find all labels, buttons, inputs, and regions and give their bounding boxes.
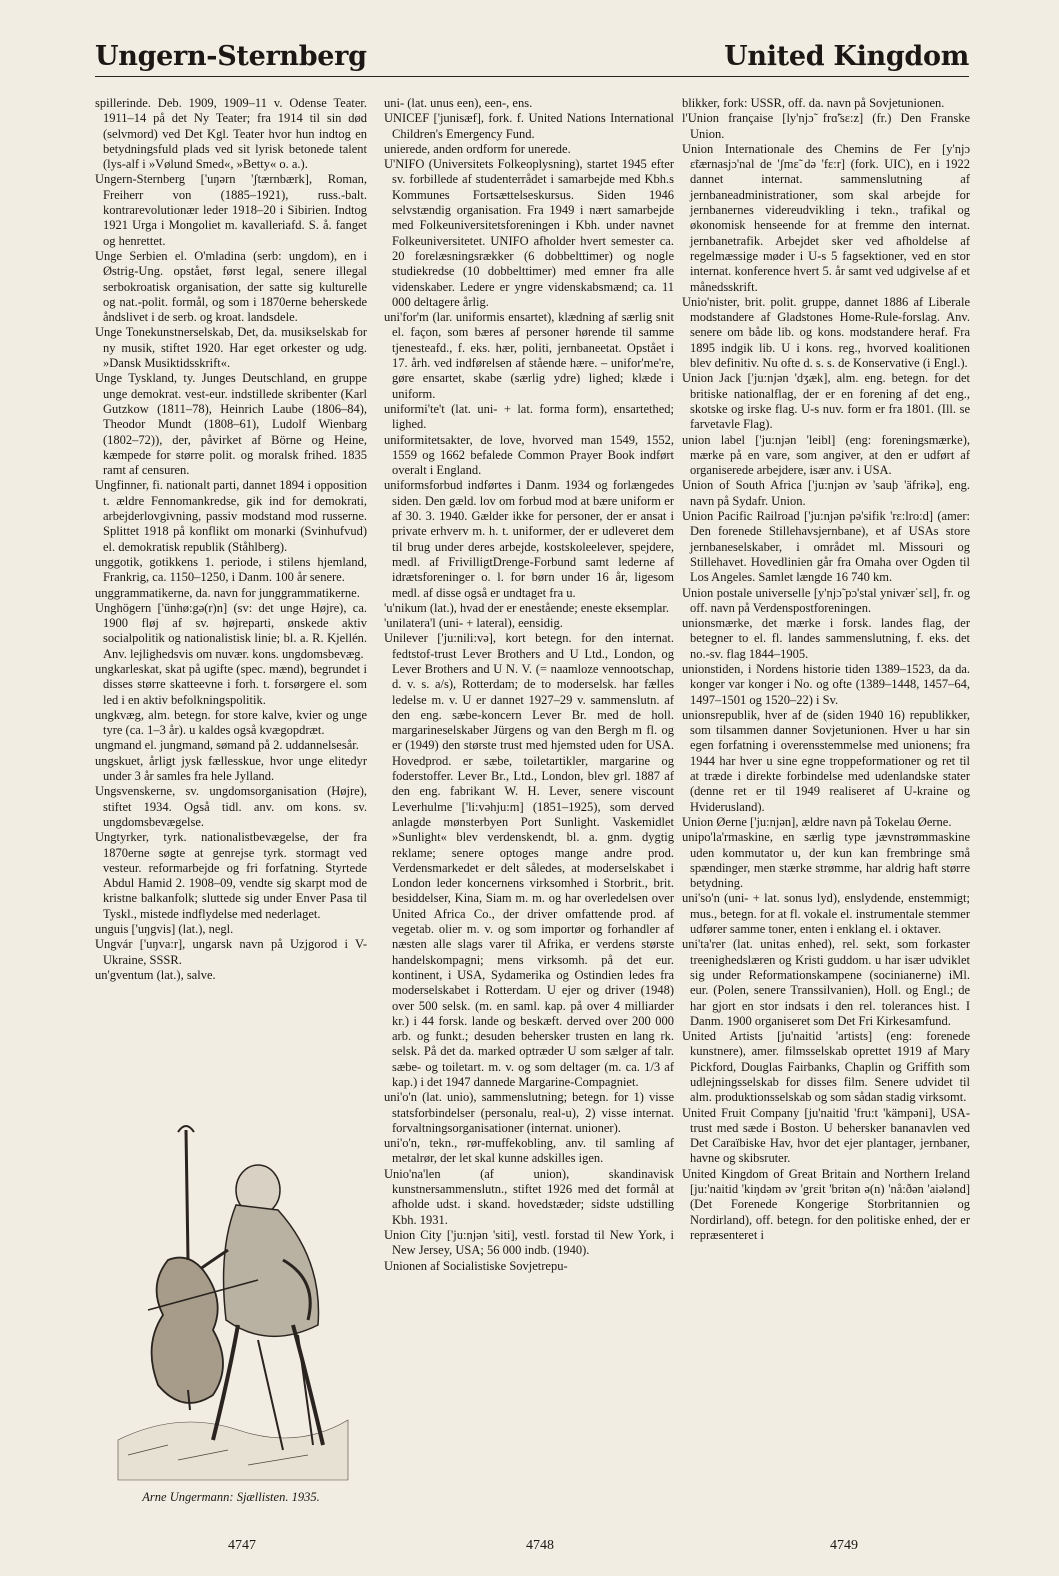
entry: unierede, anden ordform for unerede. bbox=[384, 141, 571, 156]
entry: blikker, fork: USSR, off. da. navn på Sovjetunionen. bbox=[682, 96, 945, 110]
entry: Unionen af Socialistiske Sovjetrepu- bbox=[384, 1258, 568, 1273]
entry: U'NIFO (Universitets Folkeoplysning), startet 1945 efter sv. forbillede af studenterrådet i samarbejde med Kbh.s Kommunes Fortsættelseskursus. Siden 1946 selvstændig organisation. Fra 1949 i nært samarbejde med Folkeuniversitetsforeningen i Kbh. under navnet Folkeuniversitetet. UNIFO afholder hvert semester ca. 20 forelæsningsrækker (6 dobbelttimer) og nogle studiekredse (10 dobbelttimer) med emner fra alle videnskaber. Ledere er yngre videnskabsmænd; ca. 11 000 deltagere årlig. bbox=[384, 157, 674, 309]
entry: uni'o'n (lat. unio), sammenslutning; betegn. for 1) visse statsforbindelser (personalu, real-u), 2) visse internat. forvaltningsorganisationer (internat. unioner). bbox=[384, 1090, 674, 1135]
left-running-head: Ungern-Sternberg bbox=[95, 41, 367, 72]
entry: Unghögern ['ünhø:gə(r)n] (sv: det unge Højre), ca. 1900 fløj af sv. højreparti, ønskede aktiv socialpolitik og nationalistisk linie; bl. a. R. Kjellén. Anv. lejlighedsvis om nuvær. kons. ungdomsbevæg. bbox=[95, 600, 367, 661]
entry: Union Øerne ['ju:njən], ældre navn på Tokelau Øerne. bbox=[682, 814, 952, 829]
page-number-middle: 4748 bbox=[526, 1538, 554, 1553]
entry: union label ['ju:njən 'leibl] (eng: foreningsmærke), mærke på en vare, som angiver, at den er udført af organiserede arbejdere, især anv. i USA. bbox=[682, 432, 970, 478]
entry: uni'o'n, tekn., rør-muffekobling, anv. til samling af metalrør, der let skal kunne adskilles igen. bbox=[384, 1136, 674, 1166]
cellist-illustration bbox=[108, 1110, 358, 1488]
entry: unggrammatikerne, da. navn for junggrammatikerne. bbox=[95, 585, 360, 600]
entry: ungmand el. jungmand, sømand på 2. uddannelsesår. bbox=[95, 738, 359, 753]
entry: ungkarleskat, skat på ugifte (spec. mænd), begrundet i disses større skatteevne i forh. t. forsørgere el. som led i en aktiv befolkningspolitik. bbox=[95, 661, 367, 707]
entry: 'unilatera'l (uni- + lateral), eensidig. bbox=[384, 616, 563, 631]
column-2 bbox=[384, 96, 674, 1516]
entry: uni'so'n (uni- + lat. sonus lyd), enslydende, enstemmigt; mus., betegn. for at fl. vokale el. instrumentale stemmer udfører samme toner, enten i enklang el. i oktaver. bbox=[682, 891, 970, 937]
entry: Union City ['ju:njən 'siti], vestl. forstad til New York, i New Jersey, USA; 56 000 indb. (1940). bbox=[384, 1227, 674, 1258]
entry: ungkvæg, alm. betegn. for store kalve, kvier og unge tyre (ca. 1–3 år). u kaldes også kvægopdræt. bbox=[95, 707, 367, 738]
entry: UNICEF ['junisæf], fork. f. United Nations International Children's Emergency Fund. bbox=[384, 111, 674, 141]
entry: un'gventum (lat.), salve. bbox=[95, 967, 216, 982]
entry: spillerinde. Deb. 1909, 1909–11 v. Odense Teater. 1911–14 på det Ny Teater; fra 1914 til sin død (selvmord) ved Det Kgl. Teater hvor hun indtog en betydningsfuld plads ved sit lyrisk betonede talent (lys-alf i »Vølund Smed«, »Betty« o. a.). bbox=[95, 96, 367, 172]
entry: Union Internationale des Chemins de Fer [y'njɔ̃ ɛ̃tærnasjɔ'nal de 'ʃmɛ̃ də 'fɛ:r] (fork. UIC), en i 1922 dannet internat. sammenslutning af jernbaneadministrationer, som skal arbejde for jernbanernes videreudvikling i tekn., trafikal og økonomisk henseende for at fremme den internat. jernbanetrafik. Arbejdet sker ved afholdelse af regelmæssige møder i U-s 5 fagsektioner, ved en stor internat. konference hvert 5. år samt ved udgivelse af et månedsskrift. bbox=[682, 141, 970, 294]
entry: uni'for'm (lar. uniformis ensartet), klædning af særlig snit el. façon, som bæres af personer hørende til samme tjenesteafd., f. eks. hær, politi, jernbaneetat. Opstået i 17. årh. ved indførelsen af stående hære. – unifor'me're, gøre ensartet, skabe (særlig ydre) lighed; klæde i uniform. bbox=[384, 310, 674, 401]
entry: unipo'la'rmaskine, en særlig type jævnstrømmaskine uden kommutator u, der kun kan frembringe små spændinger, men stærke strømme, har aldrig haft større betydning. bbox=[682, 830, 970, 891]
entry: uni- (lat. unus een), een-, ens. bbox=[384, 96, 533, 110]
entry: ungskuet, årligt jysk fællesskue, hvor unge elitedyr under 3 år samles fra hele Jylland. bbox=[95, 753, 367, 784]
entry: Union postale universelle [y'njɔ̃ pɔ'stal yniværˈsɛl], fr. og off. navn på Verdenspostforeningen. bbox=[682, 585, 970, 615]
entry: uniformi'te't (lat. uni- + lat. forma form), ensartethed; lighed. bbox=[384, 401, 674, 432]
entry: Unge Serbien el. O'mladina (serb: ungdom), en i Østrig-Ung. opstået, først legal, senere illegal serbokroatisk organisation, der satte sig kulturelle og nat.-polit. formål, og som i 1870erne beherskede åndslivet i de serb. og kroat. landsdele. bbox=[95, 248, 367, 325]
right-running-head: United Kingdom bbox=[724, 41, 969, 72]
entry: Union Jack ['ju:njən 'dʒæk], alm. eng. betegn. for det britiske nationalflag, der er en forening af det eng., skotske og irske flag. U-s nuv. form er fra 1801. (Ill. se farvetavle Flag). bbox=[682, 371, 970, 432]
entry: Ungtyrker, tyrk. nationalistbevægelse, der fra 1870erne søgte at genrejse tyrk. stormagt ved vesteur. reformarbejde og fri forfatning. Styrtede Abdul Hamid 2. 1908–09, vendte sig skarpt mod de kristne balkanfolk; sluttede sig under Enver Pasa til Tyskl., mistede indflydelse med nederlaget. bbox=[95, 830, 367, 921]
entry: unionsrepublik, hver af de (siden 1940 16) republikker, som tilsammen danner Sovjetunionen. Hver u har sin egen forfatning i overensstemmelse med unionens; fra 1944 har hver u sine egne troppeformationer og ret til at træde i direkte forbindelse med udenlandske stater (denne ret er til 1949 realiseret af U-kraine og Hviderusland). bbox=[682, 707, 970, 814]
entry: Ungvár ['uŋva:r], ungarsk navn på Uzjgorod i V-Ukraine, SSSR. bbox=[95, 937, 367, 967]
entry: Union Pacific Railroad ['ju:njən pə'sifik 'rɛ:lro:d] (amer: Den forenede Stillehavsjernbane), et af USAs store jernbaneselskaber, i området ml. Missouri og Stillehavet. Hovedlinien går fra Omaha over Ogden til Los Angeles. Samlet længde 16 740 km. bbox=[682, 509, 970, 585]
entry: United Kingdom of Great Britain and Northern Ireland [ju:'naitid 'kiŋdəm əv 'grɛit 'britən ə(n) 'nå:ðən 'aiələnd] (Det Forenede Kongerige Storbritannien og Nordirland), off. betegn. for den politiske enhed, der er repræsenteret i bbox=[682, 1166, 970, 1242]
column-3 bbox=[682, 96, 970, 1516]
illustration-caption: Arne Ungermann: Sjællisten. 1935. bbox=[142, 1490, 320, 1504]
page-number-right: 4749 bbox=[830, 1538, 858, 1553]
entry: unguis ['uŋgvis] (lat.), negl. bbox=[95, 922, 234, 937]
entry: Unge Tonekunstnerselskab, Det, da. musikselskab for ny musik, stiftet 1920. Har eget orkester og udg. »Dansk Musiktidsskrift«. bbox=[95, 325, 367, 371]
entry: Ungsvenskerne, sv. ungdomsorganisation (Højre), stiftet 1934. Også tidl. anv. om kons. sv. ungdomsbevægelse. bbox=[95, 784, 367, 829]
entry: uniformitetsakter, de love, hvorved man 1549, 1552, 1559 og 1662 befalede Common Prayer Book indført overalt i England. bbox=[384, 432, 674, 478]
entry: Unge Tyskland, ty. Junges Deutschland, en gruppe unge demokrat. vest-eur. indstillede skribenter (Karl Gutzkow (1811–78), Heinrich Laube (1806–84), Theodor Mundt (1808–61), Ludolf Wienbarg (1802–72)), der, påvirket af Börne og Heine, kæmpede for større polit. og moralsk frihed. 1835 ramt af censuren. bbox=[95, 371, 367, 478]
entry: unionsmærke, det mærke i forsk. landes flag, der betegner to el. fl. landes sammenslutning, f. eks. det no.-sv. flag 1844–1905. bbox=[682, 616, 970, 661]
entry: l'Union française [ly'njɔ̃ frɑ̃'sɛ:z] (fr.) Den Franske Union. bbox=[682, 111, 970, 141]
page-number-left: 4747 bbox=[228, 1538, 256, 1553]
entry: unionstiden, i Nordens historie tiden 1389–1523, da da. konger var konger i No. og ofte (1389–1448, 1457–64, 1497–1501 og 1520–22) i Sv. bbox=[682, 661, 970, 707]
entry: United Artists [ju'naitid 'artists] (eng: forenede kunstnere), amer. filmsselskab oprettet 1919 af Mary Pickford, Douglas Fairbanks, Chaplin og Griffith som udlejningsselskab for disses film. Senere udvidet til alm. produktionsselskab og som sådan stadig virksomt. bbox=[682, 1029, 970, 1105]
entry: Unio'nister, brit. polit. gruppe, dannet 1886 af Liberale modstandere af Gladstones Home-Rule-forslag. Anv. senere om både lib. og kons. modstandere heraf. Fra 1895 indgik lib. U i kons. reg., hvorved koalitionen blev definitiv. Nu ofte d. s. s. de Konservative (i Engl.). bbox=[682, 294, 970, 371]
entry: Ungfinner, fi. nationalt parti, dannet 1894 i opposition t. ældre Fennomankredse, gik ind for demokrati, arbejderlovgivning, passiv modstand mod russerne. Splittet 1918 på konflikt om monarki (Svinhufvud) el. demokratisk republik (Ståhlberg). bbox=[95, 478, 367, 554]
entry: Unio'na'len (af union), skandinavisk kunstnersammenslutn., stiftet 1926 med det formål at afholde udst. i skand. hovedstæder; sidste udstilling Kbh. 1931. bbox=[384, 1166, 674, 1227]
entry: 'u'nikum (lat.), hvad der er enestående; eneste eksemplar. bbox=[384, 600, 669, 615]
entry: uni'ta'rer (lat. unitas enhed), rel. sekt, som forkaster treenighedslæren og Kristi guddom. u har især udviklet sig under Reformationskampene (socinianerne) iMl. eur. (Polen, senere Transsilvanien), Holl. og Engl.; de har gjort en stor indsats i den rel. tolerances hist. I Danm. 1900 organiseret som Det Fri Kirkesamfund. bbox=[682, 937, 970, 1028]
entry: Unilever ['ju:nili:və], kort betegn. for den internat. fedtstof-trust Lever Brothers and U Ltd., London, og Lever Brothers and U N. V. (= naamloze vennootschap, d. v. s. a/s), Rotterdam; de to moderselsk. har fælles ledelse m. v. U er dannet 1927–29 v. sammenslutn. af den eng. sæbe-koncern Lever Br. med de holl. margarineselskaber Jürgens og van den Bergh m fl. og er (1949) den største trust med hjemsted uden for USA. Hovedprod. er sæbe, toiletartikler, margarine og foderstoffer. Lever Br., Ltd., London, blev grl. 1887 af den eng. fabrikant W. H. Lever, senere viscount Leverhulme ['li:vəhju:m] (1851–1925), som derved anlagde mønsterbyen Port Sunlight. Vaskemidlet »Sunlight« blev verdenskendt, bl. a. gnm. dygtig reklame; senere optoges mange andre prod. Verdensmarkedet er delt således, at moderselskabet i London leder koncernens virksomhed i Storbrit., brit. besiddelser, Kina, Siam m. m. og har overledelsen over United Africa Co., der driver omfattende prod. af vegetab. olier m. v. og som importør og forhandler af næsten alle slags varer til Afrika, er verdens største handelskompagni; mens virksomh. på det eur. kontinent, i USA, Sydamerika og Ostindien ledes fra moderselskabet i Rotterdam. U ejer og driver (1948) over 500 selsk. (m. en saml. kap. på over 4 milliarder kr.) i 44 forsk. lande og beskæft. derved over 200 000 arb. og funkt.; desuden behersker trusten en lang rk. selsk. På det da. marked optræder U som sælger af talr. sæbe- og toiletart. m. v. og som deltager (m. ca. 1/3 af kap.) i det 1947 dannede Margarine-Compagniet. bbox=[384, 631, 674, 1089]
entry: uniformsforbud indførtes i Danm. 1934 og forlængedes siden. Den gæld. lov om forbud mod at bære uniform er af 30. 3. 1940. Gælder ikke for personer, der er ansat i private erhverv m. h. t. uniformer, der er udleveret dem til brug under deres arbejde, kostskoleelever, spejdere, medl. af FrivilligtDrenge-Forbund samt lederne af idrætsforeninger o. l. for børn under 16 år, ligesom medl. af disse også er undtaget fra u. bbox=[384, 478, 674, 600]
page-header bbox=[95, 32, 969, 77]
entry: unggotik, gotikkens 1. periode, i stilens hjemland, Frankrig, ca. 1150–1250, i Danm. 100 år senere. bbox=[95, 554, 367, 585]
entry: Ungern-Sternberg ['uŋərn 'ʃtærnbærk], Roman, Freiherr von (1885–1921), russ.-balt. kontrarevolutionær leder 1918–20 i Sibirien. Indtog 1921 Urga i Mongoliet m. kavalleriafd. S. å. fanget og henrettet. bbox=[95, 172, 367, 248]
entry: United Fruit Company [ju'naitid 'fru:t 'kämpəni], USA-trust med sæde i Boston. U behersker bananavlen ved Det Caraïbiske Hav, hvor det ejer plantager, jernbaner, havne og skibsruter. bbox=[682, 1105, 970, 1166]
entry: Union of South Africa ['ju:njən əv 'sauþ 'äfrikə], eng. navn på Sydafr. Union. bbox=[682, 478, 970, 508]
